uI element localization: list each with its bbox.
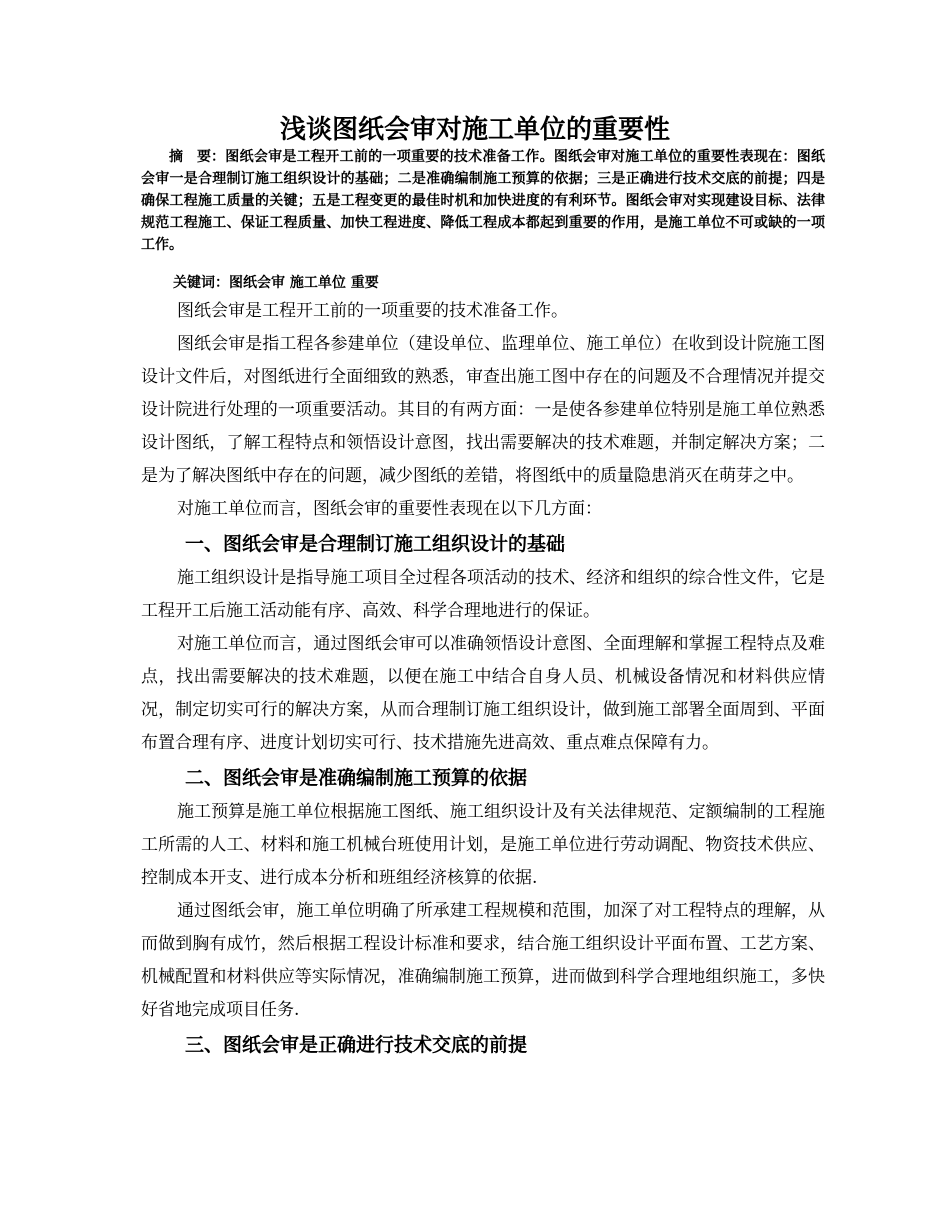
abstract <box>141 146 825 256</box>
keywords <box>141 272 825 294</box>
body-paragraph: 对施工单位而言，通过图纸会审可以准确领悟设计意图、全面理解和掌握工程特点及难点，找出需要解决的技术难题，以便在施工中结合自身人员、机械设备情况和材料供应情况，制定切实可行的解决方案，从而合理制订施工组织设计，做到施工部署全面周到、平面布置合理有序、进度计划切实可行、技术措施先进高效、重点难点保障有力。 <box>141 634 825 753</box>
section-heading: 二、图纸会审是准确编制施工预算的依据 <box>185 767 528 789</box>
body-paragraph: 通过图纸会审，施工单位明确了所承建工程规模和范围，加深了对工程特点的理解，从而做到胸有成竹，然后根据工程设计标准和要求，结合施工组织设计平面布置、工艺方案、机械配置和材料供应等实际情况，准确编制施工预算，进而做到科学合理地组织施工，多快好省地完成项目任务. <box>141 901 825 1020</box>
section-heading: 一、图纸会审是合理制订施工组织设计的基础 <box>185 533 566 555</box>
abstract-text: 图纸会审是工程开工前的一项重要的技术准备工作。图纸会审对施工单位的重要性表现在：图纸会审一是合理制订施工组织设计的基础；二是准确编制施工预算的依据；三是正确进行技术交底的前提；四是确保工程施工质量的关键；五是工程变更的最佳时机和加快进度的有利环节。图纸会审对实现建设目标、法律规范工程施工、保证工程质量、加快工程进度、降低工程成本都起到重要的作用，是施工单位不可或缺的一项工作。 <box>141 149 825 253</box>
body-paragraph: 图纸会审是工程开工前的一项重要的技术准备工作。 <box>177 301 568 321</box>
body-paragraph: 对施工单位而言，图纸会审的重要性表现在以下几方面： <box>177 499 602 519</box>
abstract-label: 摘 要： <box>169 149 225 165</box>
body-paragraph: 施工组织设计是指导施工项目全过程各项活动的技术、经济和组织的综合性文件，它是工程开工后施工活动能有序、高效、科学合理地进行的保证。 <box>141 568 825 621</box>
document-body <box>141 295 825 1063</box>
document-title: 浅谈图纸会审对施工单位的重要性 <box>279 115 670 145</box>
keywords-text: 图纸会审 施工单位 重要 <box>229 275 379 291</box>
body-paragraph: 施工预算是施工单位根据施工图纸、施工组织设计及有关法律规范、定额编制的工程施工所需的人工、材料和施工机械台班使用计划，是施工单位进行劳动调配、物资技术供应、控制成本开支、进行成本分析和班组经济核算的依据. <box>141 802 825 888</box>
body-paragraph: 图纸会审是指工程各参建单位（建设单位、监理单位、施工单位）在收到设计院施工图设计文件后，对图纸进行全面细致的熟悉，审查出施工图中存在的问题及不合理情况并提交设计院进行处理的一项重要活动。其目的有两方面：一是使各参建单位特别是施工单位熟悉设计图纸，了解工程特点和领悟设计意图，找出需要解决的技术难题，并制定解决方案；二是为了解决图纸中存在的问题，减少图纸的差错，将图纸中的质量隐患消灭在萌芽之中。 <box>141 334 825 486</box>
keywords-label: 关键词： <box>173 275 229 291</box>
section-heading: 三、图纸会审是正确进行技术交底的前提 <box>185 1034 528 1056</box>
